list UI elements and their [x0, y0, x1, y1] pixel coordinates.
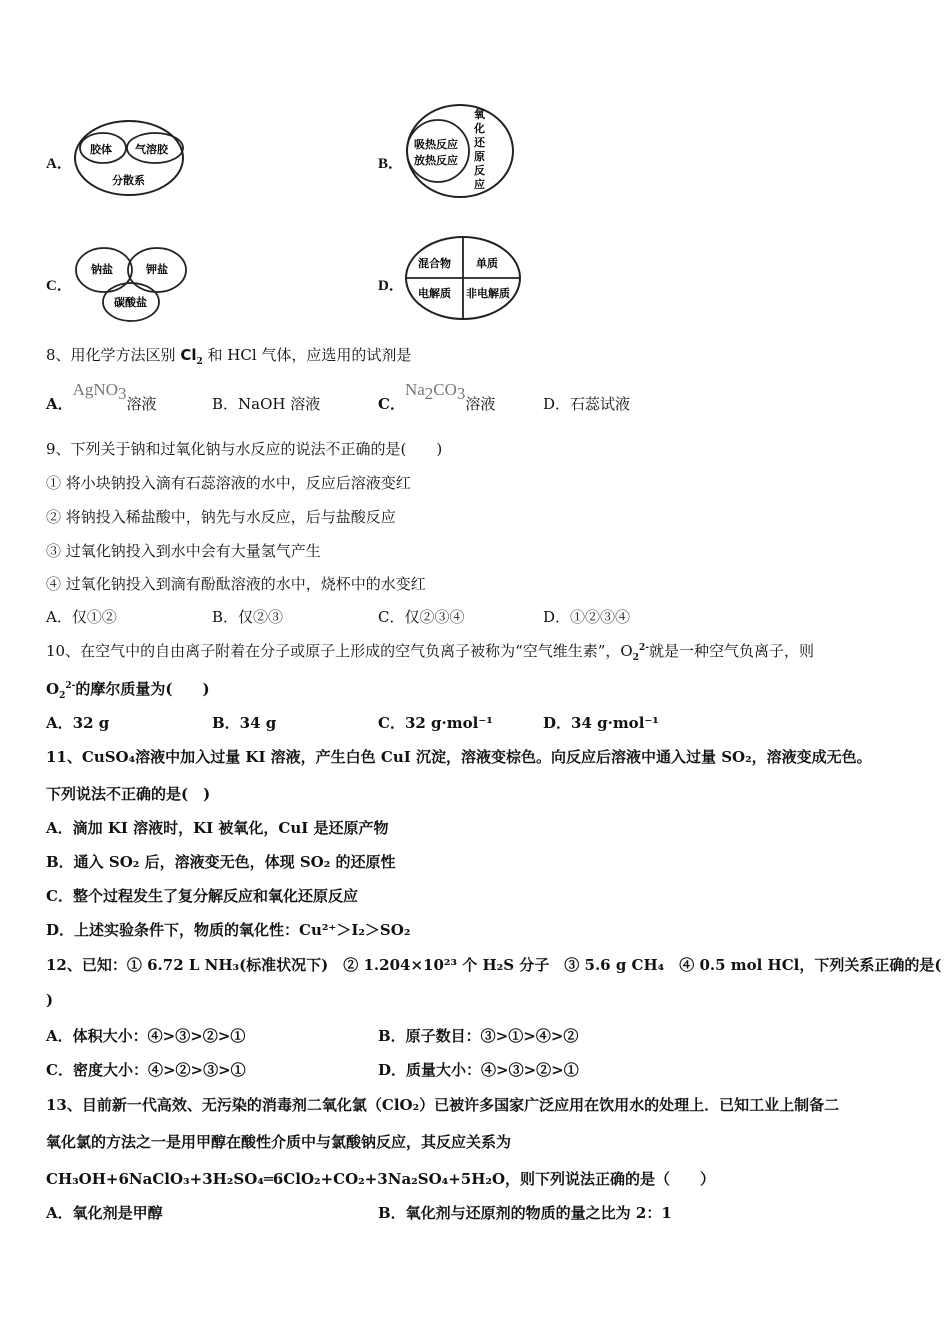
label-nonelectrolyte: 非电解质 [466, 287, 510, 300]
q8-option-a: A．AgNO$_3$溶液 [46, 380, 157, 413]
question-13-equation: CH₃OH+6NaClO₃+3H₂SO₄═6ClO₂+CO₂+3Na₂SO₄+5H₂O，则下列说法正确的是（ ） [46, 1170, 716, 1188]
quadrant-diagram [404, 234, 524, 322]
question-12-stem-line1: 12、已知：① 6.72 L NH₃(标准状况下) ② 1.204×10²³ 个 H₂S 分子 ③ 5.6 g CH₄ ④ 0.5 mol HCl，下列关系正确的是( [46, 956, 942, 974]
venn-diagram-salts [74, 244, 190, 324]
label-electrolyte: 电解质 [418, 287, 451, 300]
label-redox-5: 反 [474, 164, 485, 177]
q13-option-a: A．氧化剂是甲醇 [46, 1204, 163, 1222]
question-11-stem-line1: 11、CuSO₄溶液中加入过量 KI 溶液，产生白色 CuI 沉淀，溶液变棕色。向反应后溶液中通入过量 SO₂，溶液变成无色。 [46, 748, 872, 766]
label-redox-2: 化 [474, 122, 485, 135]
label-potassium-salt: 钾盐 [146, 263, 168, 276]
question-10-stem-line2: $O_2^{2-}$的摩尔质量为( ) [46, 680, 210, 701]
q8-option-d: D．石蕊试液 [543, 395, 631, 413]
q11-option-c: C．整个过程发生了复分解反应和氧化还原反应 [46, 887, 358, 905]
question-8-stem: 8、用化学方法区别 $Cl_2$ 和 HCl 气体，应选用的试剂是 [46, 346, 412, 367]
q9-statement-3: ③ 过氧化钠投入到水中会有大量氢气产生 [46, 542, 321, 560]
question-13-stem-line1: 13、目前新一代高效、无污染的消毒剂二氧化氯（ClO₂）已被许多国家广泛应用在饮用水的处理上．已知工业上制备二 [46, 1096, 840, 1114]
label-element: 单质 [476, 257, 498, 270]
label-redox-3: 还 [474, 136, 485, 149]
label-colloid: 胶体 [90, 143, 112, 156]
label-sodium-salt: 钠盐 [91, 263, 113, 276]
label-endothermic: 吸热反应 [414, 138, 458, 151]
q12-option-d: D．质量大小：④>③>②>① [378, 1061, 579, 1079]
q9-statement-2: ② 将钠投入稀盐酸中，钠先与水反应，后与盐酸反应 [46, 508, 396, 526]
question-9-stem: 9、下列关于钠和过氧化钠与水反应的说法不正确的是( ) [46, 440, 443, 458]
q8-option-c: C．$Na_2CO_3$溶液 [378, 380, 496, 413]
label-aerosol: 气溶胶 [135, 143, 168, 156]
question-10-stem-line1: 10、在空气中的自由离子附着在分子或原子上形成的空气负离子被称为“空气维生素”，$O_2^{2-}$就是一种空气负离子，则 [46, 642, 815, 663]
q9-option-a: A．仅①② [46, 608, 117, 626]
label-redox-4: 原 [474, 150, 485, 163]
question-13-stem-line2: 氧化氯的方法之一是用甲醇在酸性介质中与氯酸钠反应，其反应关系为 [46, 1133, 512, 1151]
option-label: B． [378, 156, 404, 172]
q10-option-b: B．34 g [212, 714, 277, 732]
label-carbonate: 碳酸盐 [114, 296, 147, 309]
q9-option-d: D．①②③④ [543, 608, 631, 626]
q10-option-a: A．32 g [46, 714, 110, 732]
option-label: C． [46, 278, 72, 294]
label-mixture: 混合物 [418, 257, 451, 270]
q9-option-c: C．仅②③④ [378, 608, 465, 626]
q9-option-b: B．仅②③ [212, 608, 284, 626]
option-label: A． [46, 156, 72, 172]
q10-option-c: C．32 g·mol⁻¹ [378, 714, 493, 732]
q13-option-b: B．氧化剂与还原剂的物质的量之比为 2：1 [378, 1204, 672, 1222]
question-11-stem-line2: 下列说法不正确的是( ) [46, 785, 211, 803]
venn-diagram-dispersion [72, 118, 188, 198]
q12-option-a: A．体积大小：④>③>②>① [46, 1027, 246, 1045]
q9-statement-1: ① 将小块钠投入滴有石蕊溶液的水中，反应后溶液变红 [46, 474, 411, 492]
q8-option-b: B．NaOH 溶液 [212, 395, 321, 413]
question-12-stem-line2: ) [46, 991, 54, 1009]
label-exothermic: 放热反应 [414, 154, 458, 167]
label-redox-1: 氧 [474, 108, 485, 121]
q12-option-b: B．原子数目：③>①>④>② [378, 1027, 579, 1045]
venn-diagram-reaction [404, 102, 520, 200]
q11-option-a: A．滴加 KI 溶液时，KI 被氧化，CuI 是还原产物 [46, 819, 389, 837]
q11-option-b: B．通入 SO₂ 后，溶液变无色，体现 SO₂ 的还原性 [46, 853, 396, 871]
q9-statement-4: ④ 过氧化钠投入到滴有酚酞溶液的水中，烧杯中的水变红 [46, 575, 426, 593]
q10-option-d: D．34 g·mol⁻¹ [543, 714, 659, 732]
option-label: D． [378, 278, 404, 294]
label-dispersion: 分散系 [112, 174, 145, 187]
q11-option-d: D．上述实验条件下，物质的氧化性：Cu²⁺＞I₂＞SO₂ [46, 921, 411, 939]
label-redox-6: 应 [474, 178, 485, 191]
q12-option-c: C．密度大小：④>②>③>① [46, 1061, 246, 1079]
